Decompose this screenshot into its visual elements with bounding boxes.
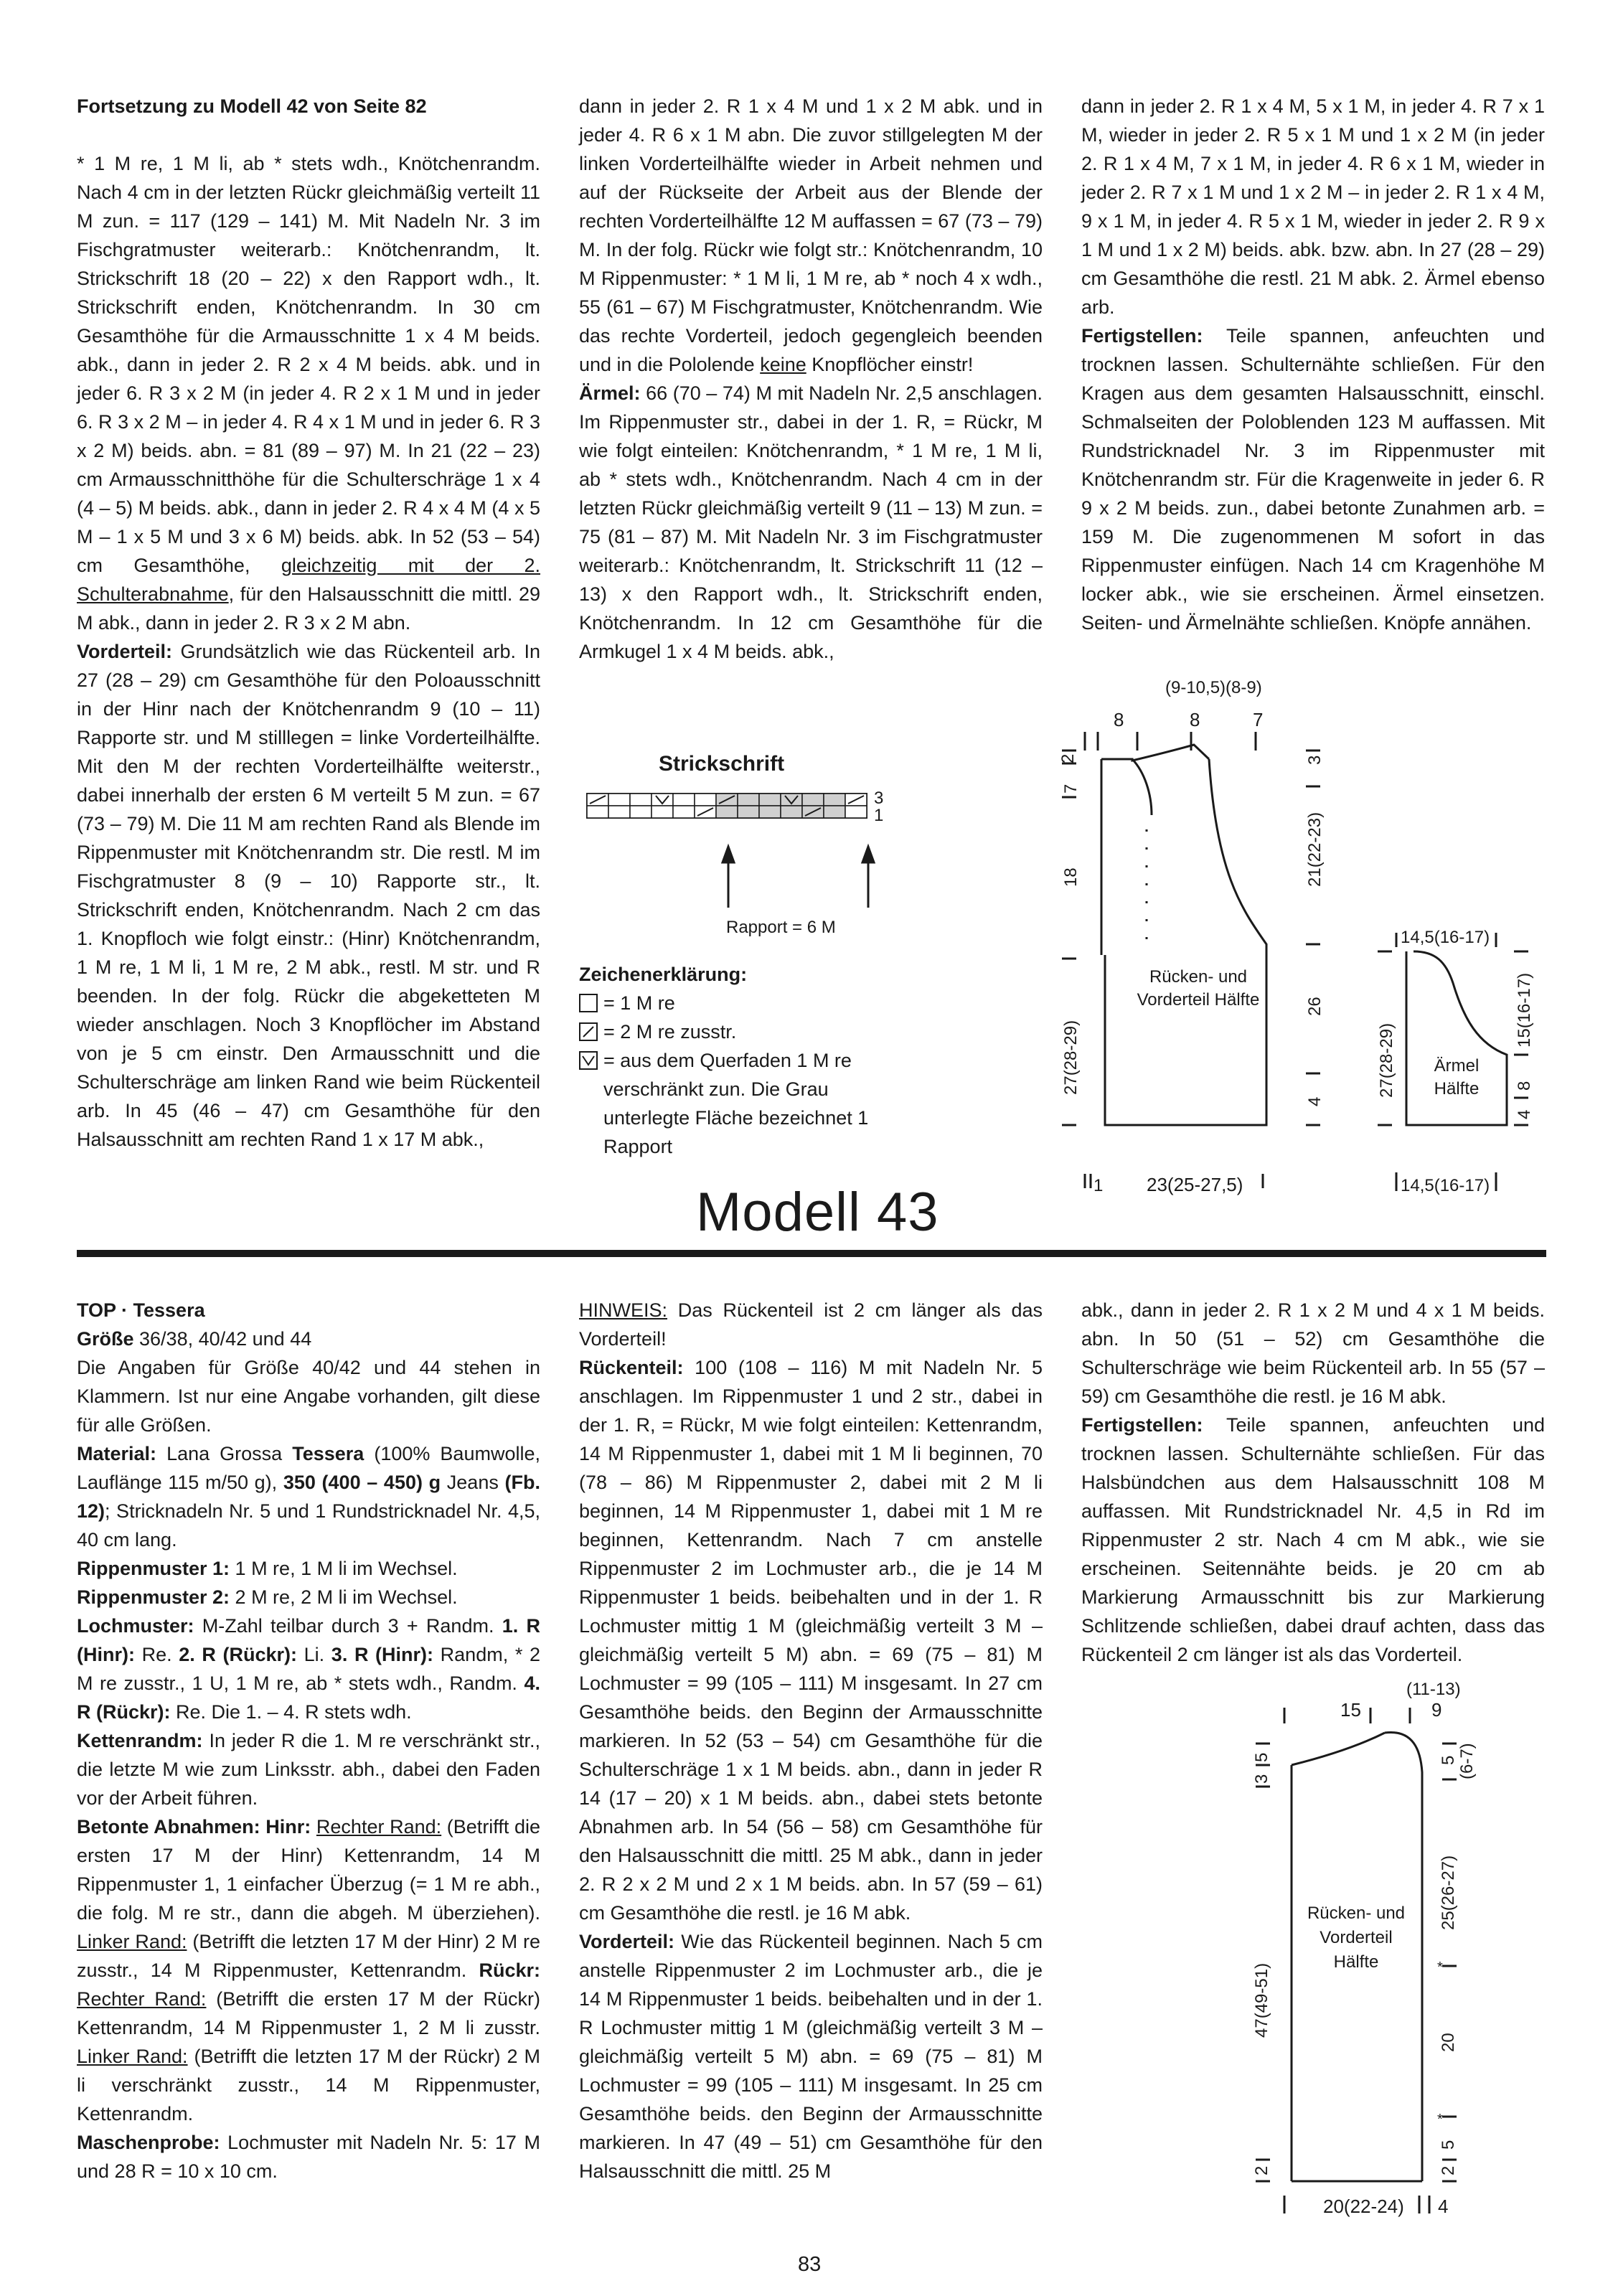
dim-h-26: 26 xyxy=(1305,997,1325,1016)
paragraph-vorderteil: Vorderteil: Grundsätzlich wie das Rückenteil arb. In 27 (28 – 29) cm Gesamthöhe für den Poloausschnitt in der Hinr nach der Knötchenrandm 9 (10 – 11) Rapporte str. und M stilllegen = linke Vorderteilhälfte. Mit den M der rechten Vorderteilhälfte weiterstr., dabei innerhalb der ersten 6 M verteilt 5 M zun. = 67 (73 – 79) M. Die 11 M am rechten Rand als Blende im Rippenmuster mit Knötchenrandm str. Die restl. M im Fischgratmuster 8 (9 – 10) Rapporte str., lt. Strickschrift enden, Knötchenrandm. Nach 2 cm das 1. Knopfloch wie folgt einstr.: (Hinr) Knötchenrandm, 1 M re, 1 M li, 1 M re, 2 M abk., restl. M str. und R beenden. In der folg. Rückr die abgeketteten M wieder anschlagen. Noch 3 Knopflöcher im Abstand von je 5 cm einstr. Den Armausschnitt und die Schulterschräge am linken Rand wie beim Rückenteil arb. In 45 (46 – 47) cm Gesamthöhe für den Halsausschnitt am rechten Rand 1 x 17 M abk., xyxy=(77,641,540,1150)
dim-h-5c: 5 xyxy=(1439,2140,1458,2150)
paragraph: dann in jeder 2. R 1 x 4 M, 5 x 1 M, in jeder 4. R 7 x 1 M, wieder in jeder 2. R 5 x 1 M und 1 x 2 M (in jeder 2. R 1 x 4 M, 7 x 1 M, in jeder 4. R 6 x 1 M, wieder in jeder 2. R 7 x 1 M und 1 x 2 M – in jeder 2. R 1 x 4 M, 9 x 1 M, in jeder 4. R 5 x 1 M, wieder in jeder 2. R 9 x 1 M und 1 x 2 M) beids. abk. bzw. abn. In 27 (28 – 29) cm Gesamthöhe die restl. 21 M abk. 2. Ärmel ebenso arb. xyxy=(1081,95,1545,318)
dim-h-21: 21(22-23) xyxy=(1305,811,1325,887)
row-number-3: 3 xyxy=(874,789,884,808)
schematic1-label: Rücken- und Vorderteil Hälfte xyxy=(1137,967,1260,1010)
sleeve-bottom-width: 14,5(16-17) xyxy=(1401,1176,1490,1195)
top-column-2 xyxy=(579,92,1043,666)
dim-w-a: 8 xyxy=(1114,709,1124,730)
paragraph-front: Vorderteil: Wie das Rückenteil beginnen. Nach 5 cm anstelle Rippenmuster 2 im Lochmuster arb., die je 14 M Rippenmuster 1 beids. beibehalten und in der 1. R Lochmuster mittig 1 M (gleichmäßig verteilt 3 M – gleichmäßig verteilt 5 M) abn. = 69 (75 – 81) M Lochmuster = 99 (105 – 111) M insgesamt. In 25 cm Gesamthöhe beids. den Beginn der Armausschnitte markieren. In 47 (49 – 51) cm Gesamthöhe für den Halsausschnitt die mittl. 25 M xyxy=(579,1931,1043,2182)
sleeve-top-width: 14,5(16-17) xyxy=(1401,928,1490,947)
chart-cell xyxy=(802,794,824,806)
chart-cell xyxy=(759,806,781,818)
top-column-3 xyxy=(1081,92,1545,637)
chart-cell xyxy=(824,794,845,806)
knitting-chart-title: Strickschrift xyxy=(659,752,785,776)
gauge: Maschenprobe: Lochmuster mit Nadeln Nr. 5: 17 M und 28 R = 10 x 10 cm. xyxy=(77,2132,540,2182)
dim-h-4: 4 xyxy=(1305,1096,1325,1106)
chart-cell xyxy=(845,806,867,818)
section-divider xyxy=(77,1250,1546,1257)
chart-cell xyxy=(673,794,695,806)
dim-h-47: 47(49-51) xyxy=(1252,1962,1271,2038)
sleeve-h-27: 27(28-29) xyxy=(1377,1022,1396,1098)
material: Material: Lana Grossa Tessera (100% Baumwolle, Lauflänge 115 m/50 g), 350 (400 – 450) g Jeans (Fb. 12); Stricknadeln Nr. 5 und 1 Rundstricknadel Nr. 4,5, 40 cm lang. xyxy=(77,1443,540,1551)
legend-item-increase: = aus dem Querfaden 1 M re verschränkt zun. Die Grau unterlegte Fläche bezeichnet 1 Rapport xyxy=(579,1046,952,1161)
knit-stitch-icon xyxy=(579,994,598,1012)
chart-cell xyxy=(608,794,630,806)
chart-cell xyxy=(608,806,630,818)
paragraph: dann in jeder 2. R 1 x 4 M und 1 x 2 M abk. und in jeder 4. R 6 x 1 M abn. Die zuvor stillgelegten M der linken Vorderteilhälfte wieder in Arbeit nehmen und auf der Rückseite der Arbeit aus der Blende der rechten Vorderteilhälfte 12 M auffassen = 67 (73 – 79) M. In der folg. Rückr wie folgt str.: Knötchenrandm, 10 M Rippenmuster: * 1 M li, 1 M re, ab * noch 4 x wdh., 55 (61 – 67) M Fischgratmuster, Knötchenrandm. Wie das rechte Vorderteil, jedoch gegengleich beenden und in die Pololende keine Knopflöcher einstr! xyxy=(579,95,1043,375)
schematic3-label: Rücken- und Vorderteil Hälfte xyxy=(1307,1904,1406,1972)
chart-cells xyxy=(587,794,867,818)
increase-icon xyxy=(579,1051,598,1070)
dim-w-15: 15 xyxy=(1340,1699,1361,1721)
chart-cell xyxy=(738,806,759,818)
chart-cell xyxy=(781,806,802,818)
dim-w-b: 8 xyxy=(1190,709,1200,730)
top-title: TOP · Tessera xyxy=(77,1299,205,1321)
legend-title: Zeichenerklärung: xyxy=(579,964,748,985)
marker-2: * xyxy=(1437,2112,1443,2127)
rib-1: Rippenmuster 1: 1 M re, 1 M li im Wechsel. xyxy=(77,1558,458,1579)
legend-item-k2tog: = 2 M re zusstr. xyxy=(579,1017,952,1046)
legend xyxy=(579,960,952,1161)
sleeve-h-8: 8 xyxy=(1515,1081,1534,1091)
edge-stitch: Kettenrandm: In jeder R die 1. M re verschränkt str., die letzte M wie zum Linksstr. abh., dabei den Faden vor der Arbeit führen. xyxy=(77,1730,540,1809)
decreases: Betonte Abnahmen: Hinr: Rechter Rand: (Betrifft die ersten 17 M der Hinr) Kettenrandm, 14 M Rippenmuster 1, 1 einfacher Überzug (= 1 M re abh., die folg. M re str., dann die abgeh. M überziehen). Linker Rand: (Betrifft die letzten 17 M der Hinr) 2 M re zusstr., 14 M Rippenmuster, Kettenrandm. Rückr: Rechter Rand: (Betrifft die ersten 17 M der Rückr) Kettenrandm, 14 M Rippenmuster 1, 2 M li zusstr. Linker Rand: (Betrifft die letzten 17 M der Rückr) 2 M li verschränkt zusstr., 14 M Rippenmuster, Kettenrandm. xyxy=(77,1816,540,2125)
chart-cell xyxy=(716,806,738,818)
dim-h-18: 18 xyxy=(1061,867,1081,887)
paragraph: abk., dann in jeder 2. R 1 x 2 M und 4 x 1 M beids. abn. In 50 (51 – 52) cm Gesamthöhe die Schulterschräge wie beim Rückenteil arb. In 55 (57 – 59) cm Gesamthöhe die restl. je 16 M abk. xyxy=(1081,1299,1545,1407)
dim-h-2b: 2 xyxy=(1439,2165,1458,2175)
schematic-body-model43 xyxy=(1234,1665,1564,2239)
legend-item-knit: = 1 M re xyxy=(579,989,952,1017)
size-line: Größe 36/38, 40/42 und 44 xyxy=(77,1328,312,1350)
sleeve-h-4: 4 xyxy=(1515,1109,1534,1119)
chart-cell xyxy=(759,794,781,806)
chart-cell xyxy=(630,794,652,806)
chart-cell xyxy=(738,794,759,806)
lace-pattern: Lochmuster: M-Zahl teilbar durch 3 + Randm. 1. R (Hinr): Re. 2. R (Rückr): Li. 3. R (Hinr): Randm, * 2 M re zusstr., 1 U, 1 M re, ab * stets wdh., Randm. 4. R (Rückr): Re. Die 1. – 4. R stets wdh. xyxy=(77,1615,540,1723)
bottom-column-3 xyxy=(1081,1296,1545,1669)
chart-cell xyxy=(673,806,695,818)
model-title: Modell 43 xyxy=(696,1182,939,1243)
dim-bottom-4: 4 xyxy=(1438,2196,1449,2217)
paragraph: Die Angaben für Größe 40/42 und 44 stehen in Klammern. Ist nur eine Angabe vorhanden, gilt diese für alle Größen. xyxy=(77,1357,540,1436)
marker-1: * xyxy=(1437,1959,1443,1975)
schematic-sleeve xyxy=(1363,911,1564,1213)
paragraph-back: Rückenteil: 100 (108 – 116) M mit Nadeln Nr. 5 anschlagen. Im Rippenmuster 1 und 2 str., dabei in der 1. R, = Rückr, M wie folgt einteilen: Kettenrandm, 14 M Rippenmuster 1, dabei mit 1 M li beginnen, 70 (78 – 86) M Rippenmuster 2, dabei mit 2 M li beginnen, 14 M Rippenmuster 1, dabei mit 1 M re beginnen, Kettenrandm. Nach 7 cm anstelle Rippenmuster 2 im Lochmuster arb., die je 14 M Rippenmuster 1 beids. beibehalten und in der 1. R Lochmuster mittig 1 M (gleichmäßig verteilt 3 M – gleichmäßig verteilt 5 M) abn. = 69 (75 – 81) M Lochmuster = 99 (105 – 111) M insgesamt. In 27 cm Gesamthöhe beids. den Beginn der Armausschnitte markieren. In 52 (53 – 54) cm Gesamthöhe für die Schulterschräge 1 x 1 M beids. abn., dann in jeder R 14 (17 – 20) x 1 M beids. abn., dabei stets betonte Abnahmen arb. In 54 (56 – 58) cm Gesamthöhe für den Halsausschnitt die mittl. 25 M abk., dann in jeder 2. R 2 x 2 M und 2 x 1 M beids. abn. In 57 (59 – 61) cm Gesamthöhe die restl. je 16 M abk. xyxy=(579,1357,1043,1924)
paragraph-aermel: Ärmel: 66 (70 – 74) M mit Nadeln Nr. 2,5 anschlagen. Im Rippenmuster str., dabei in der 1. R, = Rückr, M wie folgt einteilen: Knötchenrandm, * 1 M re, 1 M li, ab * stets wdh., Knötchenrandm. Nach 4 cm in der letzten Rückr gleichmäßig verteilt 9 (11 – 13) M zun. = 75 (81 – 87) M. Mit Nadeln Nr. 3 im Fischgratmuster weiterarb.: Knötchenrandm, lt. Strickschrift 11 (12 – 13) x den Rapport wdh., lt. Strickschrift enden, Knötchenrandm. In 12 cm Gesamthöhe für die Armkugel 1 x 4 M beids. abk., xyxy=(579,382,1043,662)
dim-top-label: (9-10,5)(8-9) xyxy=(1165,678,1262,697)
note: HINWEIS: Das Rückenteil ist 2 cm länger als das Vorderteil! xyxy=(579,1299,1043,1350)
chart-cell xyxy=(824,806,845,818)
dim-bottom-1: 1 xyxy=(1093,1176,1104,1195)
dim-h-67: (6-7) xyxy=(1457,1743,1477,1779)
paragraph-fertigstellen: Fertigstellen: Teile spannen, anfeuchten und trocknen lassen. Schulternähte schließen. Für den Kragen aus dem gesamten Halsausschnitt, einschl. Schmalseiten der Poloblenden 123 M auffassen. Mit Rundstricknadel Nr. 3 im Rippenmuster mit Knötchenrandm str. Für die Kragenweite in jeder 6. R 9 x 2 M beids. zun., dabei betonte Zunahmen arb. = 159 M. Die zugenommenen M sofort in das Rippenmuster einfügen. Nach 14 cm Kragenhöhe M locker abk., wie sie erscheinen. Ärmel einsetzen. Seiten- und Ärmelnähte schließen. Knöpfe annähen. xyxy=(1081,325,1545,634)
knitting-chart xyxy=(574,746,904,947)
sleeve-h-15: 15(16-17) xyxy=(1515,972,1534,1048)
dim-bottom-width: 20(22-24) xyxy=(1323,2196,1404,2217)
dim-h-20: 20 xyxy=(1439,2033,1458,2052)
dim-h-27: 27(28-29) xyxy=(1061,1020,1081,1095)
top-column-1 xyxy=(77,92,540,1154)
dim-h-5b: 5 xyxy=(1439,1755,1458,1765)
dim-w-c: 7 xyxy=(1253,709,1264,730)
paragraph-finishing: Fertigstellen: Teile spannen, anfeuchten und trocknen lassen. Schulternähte schließen. Für das Halsbündchen aus dem Halsausschnitt 108 M auffassen. Mit Rundstricknadel Nr. 4,5 in Rd im Rippenmuster 2 str. Nach 4 cm M abk., wie sie erscheinen. Seitennähte beids. je 20 cm ab Markierung Armausschnitt bis zur Markierung Schlitzende schließen, dabei drauf achten, dass das Rückenteil 2 cm länger ist als das Vorderteil. xyxy=(1081,1414,1545,1665)
dim-bottom-width: 23(25-27,5) xyxy=(1147,1174,1243,1195)
dim-h-2: 2 xyxy=(1252,2165,1271,2175)
continuation-heading: Fortsetzung zu Modell 42 von Seite 82 xyxy=(77,95,427,117)
chart-cell xyxy=(630,806,652,818)
dim-h-3: 3 xyxy=(1305,755,1325,765)
dim-w-9: 9 xyxy=(1431,1699,1442,1721)
k2tog-icon xyxy=(579,1022,598,1041)
dim-top-paren: (11-13) xyxy=(1406,1680,1461,1699)
chart-cell xyxy=(587,806,608,818)
bottom-column-2 xyxy=(579,1296,1043,2186)
paragraph: * 1 M re, 1 M li, ab * stets wdh., Knötchenrandm. Nach 4 cm in der letzten Rückr gleichmäßig verteilt 11 M zun. = 117 (129 – 141) M. Mit Nadeln Nr. 3 im Fischgratmuster weiterarb.: Knötchenrandm, lt. Strickschrift 18 (20 – 22) x den Rapport wdh., lt. Strickschrift enden, Knötchenrandm. In 30 cm Gesamthöhe für die Armausschnitte 1 x 4 M beids. abk., dann in jeder 2. R 2 x 4 M beids. abk. und in jeder 6. R 3 x 2 M (in jeder 4. R 2 x 1 M und in jeder 6. R 3 x 2 M – in jeder 4. R 4 x 1 M und in jeder 6. R 3 x 2 M) beids. abn. = 81 (89 – 97) M. In 21 (22 – 23) cm Armausschnitthöhe für die Schulterschräge 1 x 4 (4 – 5) M beids. abk., dann in jeder 2. R 4 x 4 M (4 x 5 M – 1 x 5 M und 3 x 6 M) beids. abk. In 52 (53 – 54) cm Gesamthöhe, gleichzeitig mit der 2. Schulterabnahme, für den Halsausschnitt die mittl. 29 M abk., dann in jeder 2. R 3 x 2 M abn. xyxy=(77,153,540,634)
bottom-column-1 xyxy=(77,1296,540,2186)
dim-h-2: 2 xyxy=(1058,753,1078,763)
page-number: 83 xyxy=(798,2253,822,2276)
chart-cell xyxy=(695,794,716,806)
row-number-1: 1 xyxy=(874,806,884,825)
dim-h-5: 5 xyxy=(1252,1752,1271,1762)
dim-h-7: 7 xyxy=(1061,784,1081,794)
chart-cell xyxy=(652,806,673,818)
dim-h-25: 25(26-27) xyxy=(1439,1855,1458,1930)
dim-h-3: 3 xyxy=(1252,1774,1271,1784)
rib-2: Rippenmuster 2: 2 M re, 2 M li im Wechsel. xyxy=(77,1586,458,1608)
sleeve-label: Ärmel Hälfte xyxy=(1434,1056,1480,1098)
rapport-label: Rapport = 6 M xyxy=(726,918,836,937)
